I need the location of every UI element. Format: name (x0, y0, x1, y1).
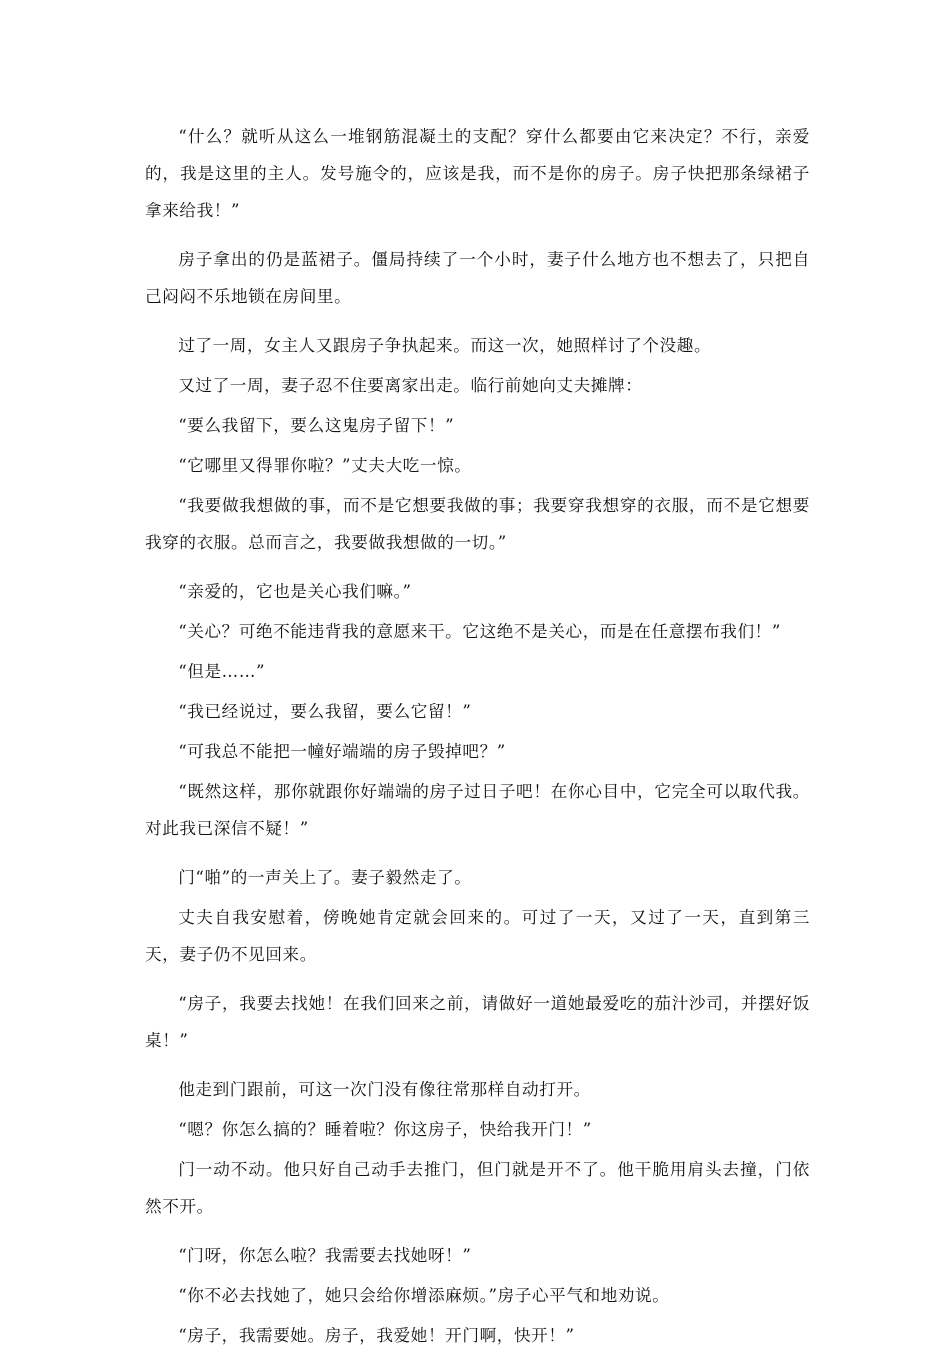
paragraph: 门“啪”的一声关上了。妻子毅然走了。 (178, 868, 472, 887)
paragraph: “我要做我想做的事，而不是它想要我做的事；我要穿我想穿的衣服，而不是它想要我穿的衣服。总而言之，我要做我想做的一切。” (145, 496, 810, 552)
paragraph: 门一动不动。他只好自己动手去推门，但门就是开不了。他干脆用肩头去撞，门依然不开。 (145, 1160, 810, 1216)
paragraph: “房子，我要去找她！在我们回来之前，请做好一道她最爱吃的茄汁沙司，并摆好饭桌！” (145, 994, 810, 1050)
paragraph: “什么？就听从这么一堆钢筋混凝土的支配？穿什么都要由它来决定？不行，亲爱的，我是这里的主人。发号施令的，应该是我，而不是你的房子。房子快把那条绿裙子拿来给我！” (145, 127, 810, 220)
paragraph: “我已经说过，要么我留，要么它留！” (178, 702, 472, 721)
paragraph: “你不必去找她了，她只会给你增添麻烦。”房子心平气和地劝说。 (178, 1286, 670, 1305)
document-page (145, 118, 810, 1357)
paragraph: “房子，我需要她。房子，我爱她！开门啊，快开！” (178, 1326, 575, 1345)
paragraph: 他走到门跟前，可这一次门没有像往常那样自动打开。 (178, 1080, 591, 1099)
paragraph: “它哪里又得罪你啦？”丈夫大吃一惊。 (178, 456, 472, 475)
paragraph: 丈夫自我安慰着，傍晚她肯定就会回来的。可过了一天，又过了一天，直到第三天，妻子仍不见回来。 (145, 908, 810, 964)
paragraph: 过了一周，女主人又跟房子争执起来。而这一次，她照样讨了个没趣。 (178, 336, 712, 355)
paragraph: “门呀，你怎么啦？我需要去找她呀！” (178, 1246, 472, 1265)
paragraph: “但是……” (178, 662, 266, 681)
paragraph: “嗯？你怎么搞的？睡着啦？你这房子，快给我开门！” (178, 1120, 592, 1139)
paragraph: “可我总不能把一幢好端端的房子毁掉吧？” (178, 742, 506, 761)
paragraph: “关心？可绝不能违背我的意愿来干。它这绝不是关心，而是在任意摆布我们！” (178, 622, 781, 641)
paragraph: 房子拿出的仍是蓝裙子。僵局持续了一个小时，妻子什么地方也不想去了，只把自己闷闷不乐地锁在房间里。 (145, 250, 810, 306)
paragraph: “要么我留下，要么这鬼房子留下！” (178, 416, 455, 435)
paragraph: “亲爱的，它也是关心我们嘛。” (178, 582, 412, 601)
paragraph: 又过了一周，妻子忍不住要离家出走。临行前她向丈夫摊牌： (178, 376, 643, 395)
paragraph: “既然这样，那你就跟你好端端的房子过日子吧！在你心目中，它完全可以取代我。对此我已深信不疑！” (145, 782, 810, 838)
